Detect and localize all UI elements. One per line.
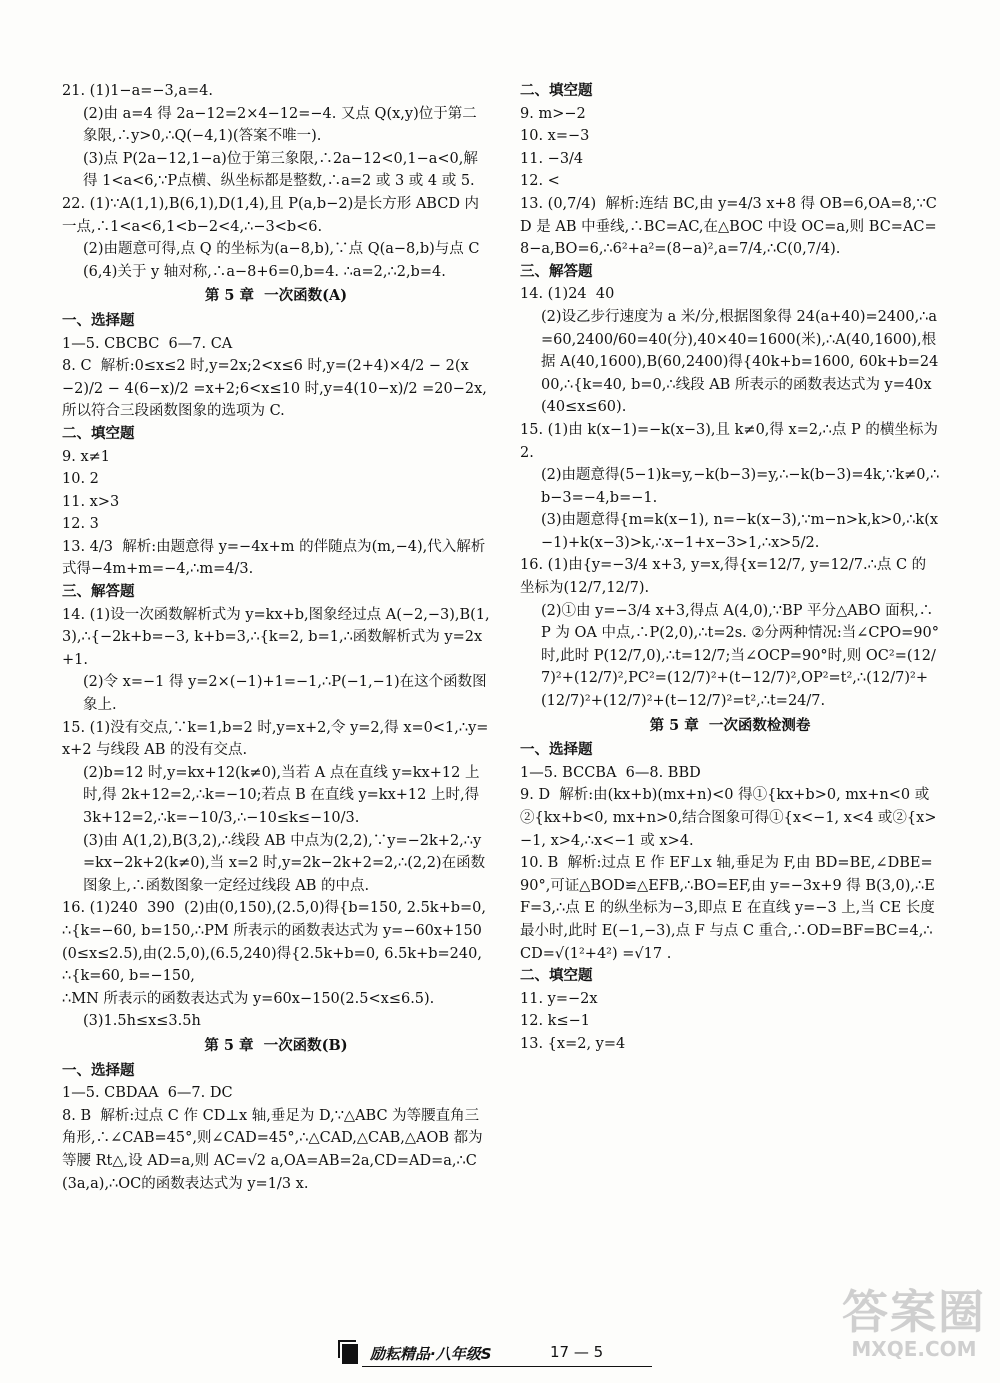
section-heading: 一、选择题 bbox=[62, 311, 135, 329]
text-line: 9. m>−2 bbox=[520, 105, 586, 122]
text-line: (2)b=12 时,y=kx+12(k≠0),当若 A 点在直线 y=kx+12 上时,得 2k+12=2,∴k=−10;若点 B 在直线 y=kx+12 上时,得 3k+12=2,∴k=−10/3,∴−10≤k≤−10/3. bbox=[83, 764, 484, 826]
watermark-title: 答案圈 bbox=[842, 1285, 986, 1339]
section-heading: 二、填空题 bbox=[520, 82, 593, 99]
text-line: 12. < bbox=[520, 173, 560, 190]
section-heading: 三、解答题 bbox=[520, 262, 593, 280]
text-line: 10. x=−3 bbox=[520, 128, 590, 145]
text-line: 13. (0,7/4) 解析:连结 BC,由 y=4/3 x+8 得 OB=6,OA=8,∵CD 是 AB 中垂线,∴BC=AC,在△BOC 中设 OC=a,则 BC=AC=8−a,BO=6,∴6²+a²=(8−a)²,a=7/4,∴C(0,7/4). bbox=[520, 195, 937, 258]
text-line: 1—5. BCCBA 6—8. BBD bbox=[520, 764, 701, 781]
text-line: (2)设乙步行速度为 a 米/分,根据图象得 24(a+40)=2400,∴a=60,2400/60=40(分),40×40=1600(米),∴A(40,1600),根据 A(40,1600),B(60,2400)得{40k+b=1600, 60k+b=2400,∴{k=40, b=0,∴线段 AB 所表示的函数表达式为 y=40x(40≤x≤60). bbox=[541, 308, 939, 416]
text-line: 9. D 解析:由(kx+b)(mx+n)<0 得①{kx+b>0, mx+n<0 或②{kx+b<0, mx+n>0,结合图象可得①{x<−1, x<4 或②{x>−1, x>4,∴x<−1 或 x>4. bbox=[520, 787, 937, 849]
right-column bbox=[520, 80, 943, 1056]
text-line: 22. (1)∵A(1,1),B(6,1),D(1,4),且 P(a,b−2)是长方形 ABCD 内一点,∴1<a<6,1<b−2<4,∴−3<b<6. bbox=[62, 195, 480, 235]
text-line: 11. −3/4 bbox=[520, 150, 584, 167]
page-number: 17 — 5 bbox=[550, 1343, 604, 1361]
text-line: (2)①由 y=−3/4 x+3,得点 A(4,0),∵BP 平分△ABO 面积,∴P 为 OA 中点,∴P(2,0),∴t=2s. ②分两种情况:当∠CPO=90°时,此时 P(12/7,0),∴t=12/7;当∠OCP=90°时,则 OC²=(12/7)²+(12/7)²,PC²=(12/7)²+(t−12/7)²,OP²=t²,∴(12/7)²+(12/7)²+(12/7)²+(t−12/7)²=t²,∴t=24/7. bbox=[541, 602, 939, 710]
text-line: (2)由 a=4 得 2a−12=2×4−12=−4. 又点 Q(x,y)位于第二象限,∴y>0,∴Q(−4,1)(答案不唯一). bbox=[83, 105, 477, 145]
text-line: (3)由题意得{m=k(x−1), n=−k(x−3),∵m−n>k,k>0,∴k(x−1)+k(x−3)>k,∴x−1+x−3>1,∴x>5/2. bbox=[541, 512, 939, 551]
page-footer bbox=[340, 1342, 660, 1368]
section-heading: 二、填空题 bbox=[520, 967, 593, 985]
text-line: 15. (1)由 k(x−1)=−k(x−3),且 k≠0,得 x=2,∴点 P 的横坐标为 2. bbox=[520, 421, 943, 461]
text-line: 21. (1)1−a=−3,a=4. bbox=[62, 83, 213, 99]
text-line: (3)点 P(2a−12,1−a)位于第三象限,∴2a−12<0,1−a<0,解得 1<a<6,∵P点横、纵坐标都是整数,∴a=2 或 3 或 4 或 5. bbox=[83, 150, 478, 190]
text-line: 8. B 解析:过点 C 作 CD⊥x 轴,垂足为 D,∵△ABC 为等腰直角三角形,∴∠CAB=45°,则∠CAD=45°,∴△CAD,△CAB,△AOB 都为等腰 Rt△,设 AD=a,则 AC=√2 a,OA=AB=2a,CD=AD=a,∴C(3a,a),∴OC的函数表达式为 y=1/3 x. bbox=[62, 1107, 483, 1192]
text-line: (3)1.5h≤x≤3.5h bbox=[83, 1013, 201, 1030]
chapter-heading: 第 5 章 一次函数检测卷 bbox=[649, 716, 811, 734]
section-heading: 一、选择题 bbox=[62, 1061, 135, 1079]
text-line: 14. (1)24 40 bbox=[520, 286, 615, 303]
text-line: ∴MN 所表示的函数表达式为 y=60x−150(2.5<x≤6.5). bbox=[62, 990, 435, 1007]
chapter-heading: 第 5 章 一次函数(A) bbox=[204, 287, 348, 305]
watermark-logo bbox=[842, 1287, 986, 1361]
text-line: (2)令 x=−1 得 y=2×(−1)+1=−1,∴P(−1,−1)在这个函数图象上. bbox=[83, 674, 487, 714]
book-logo-icon bbox=[342, 1344, 358, 1364]
section-heading: 三、解答题 bbox=[62, 583, 135, 601]
section-heading: 二、填空题 bbox=[62, 424, 135, 442]
text-line: 10. B 解析:过点 E 作 EF⊥x 轴,垂足为 F,由 BD=BE,∠DBE=90°,可证△BOD≌△EFB,∴BO=EF,由 y=−3x+9 得 B(3,0),∴EF=3,∴点 E 的纵坐标为−3,即点 E 在直线 y=−3 上,当 CE 长度最小时,此时 E(−1,−3),点 F 与点 C 重合,∴OD=BF=BC=4,∴CD=√(1²+4²) =√17 . bbox=[520, 855, 935, 962]
left-column bbox=[62, 80, 490, 1195]
footer-rule bbox=[362, 1366, 652, 1367]
footer-brand: 励耘精品·八年级S bbox=[370, 1345, 492, 1363]
text-line: 10. 2 bbox=[62, 471, 99, 488]
text-line: 1—5. CBDAA 6—7. DC bbox=[62, 1085, 233, 1102]
text-line: 11. y=−2x bbox=[520, 990, 598, 1007]
text-line: 14. (1)设一次函数解析式为 y=kx+b,图象经过点 A(−2,−3),B(1,3),∴{−2k+b=−3, k+b=3,∴{k=2, b=1,∴函数解析式为 y=2x+1. bbox=[62, 606, 490, 668]
text-line: 11. x>3 bbox=[62, 493, 120, 510]
chapter-heading: 第 5 章 一次函数(B) bbox=[204, 1036, 348, 1054]
text-line: 16. (1)由{y=−3/4 x+3, y=x,得{x=12/7, y=12/7.∴点 C 的坐标为(12/7,12/7). bbox=[520, 557, 927, 597]
text-line: 16. (1)240 390 (2)由(0,150),(2.5,0)得{b=150, 2.5k+b=0,∴{k=−60, b=150,∴PM 所表示的函数表达式为 y=−60x+150(0≤x≤2.5),由(2.5,0),(6.5,240)得{2.5k+b=0, 6.5k+b=240,∴{k=60, b=−150, bbox=[62, 900, 486, 985]
watermark-url: MXQE.COM bbox=[851, 1337, 977, 1361]
text-line: (2)由题意得(5−1)k=y,−k(b−3)=y,∴−k(b−3)=4k,∵k≠0,∴b−3=−4,b=−1. bbox=[541, 467, 940, 506]
text-line: 8. C 解析:0≤x≤2 时,y=2x;2<x≤6 时,y=(2+4)×4/2 − 2(x−2)/2 − 4(6−x)/2 =x+2;6<x≤10 时,y=4(10−x)/2 =20−2x,所以符合三段函数图象的选项为 C. bbox=[62, 358, 487, 420]
text-line: 9. x≠1 bbox=[62, 448, 110, 465]
text-line: 12. 3 bbox=[62, 516, 99, 533]
text-line: 12. k≤−1 bbox=[520, 1013, 590, 1030]
text-line: 13. {x=2, y=4 bbox=[520, 1035, 626, 1052]
text-line: 13. 4/3 解析:由题意得 y=−4x+m 的伴随点为(m,−4),代入解析式得−4m+m=−4,∴m=4/3. bbox=[62, 538, 486, 578]
text-line: 1—5. CBCBC 6—7. CA bbox=[62, 335, 233, 352]
section-heading: 一、选择题 bbox=[520, 741, 593, 759]
text-line: 15. (1)没有交点,∵k=1,b=2 时,y=x+2,令 y=2,得 x=0<1,∴y=x+2 与线段 AB 的没有交点. bbox=[62, 719, 489, 759]
text-line: (3)由 A(1,2),B(3,2),∴线段 AB 中点为(2,2),∵y=−2k+2,∴y=kx−2k+2(k≠0),当 x=2 时,y=2k−2k+2=2,∴(2,2)在函数图象上,∴函数图象一定经过线段 AB 的中点. bbox=[83, 832, 486, 894]
text-line: (2)由题意可得,点 Q 的坐标为(a−8,b),∵点 Q(a−8,b)与点 C(6,4)关于 y 轴对称,∴a−8+6=0,b=4. ∴a=2,∴2,b=4. bbox=[83, 241, 480, 280]
